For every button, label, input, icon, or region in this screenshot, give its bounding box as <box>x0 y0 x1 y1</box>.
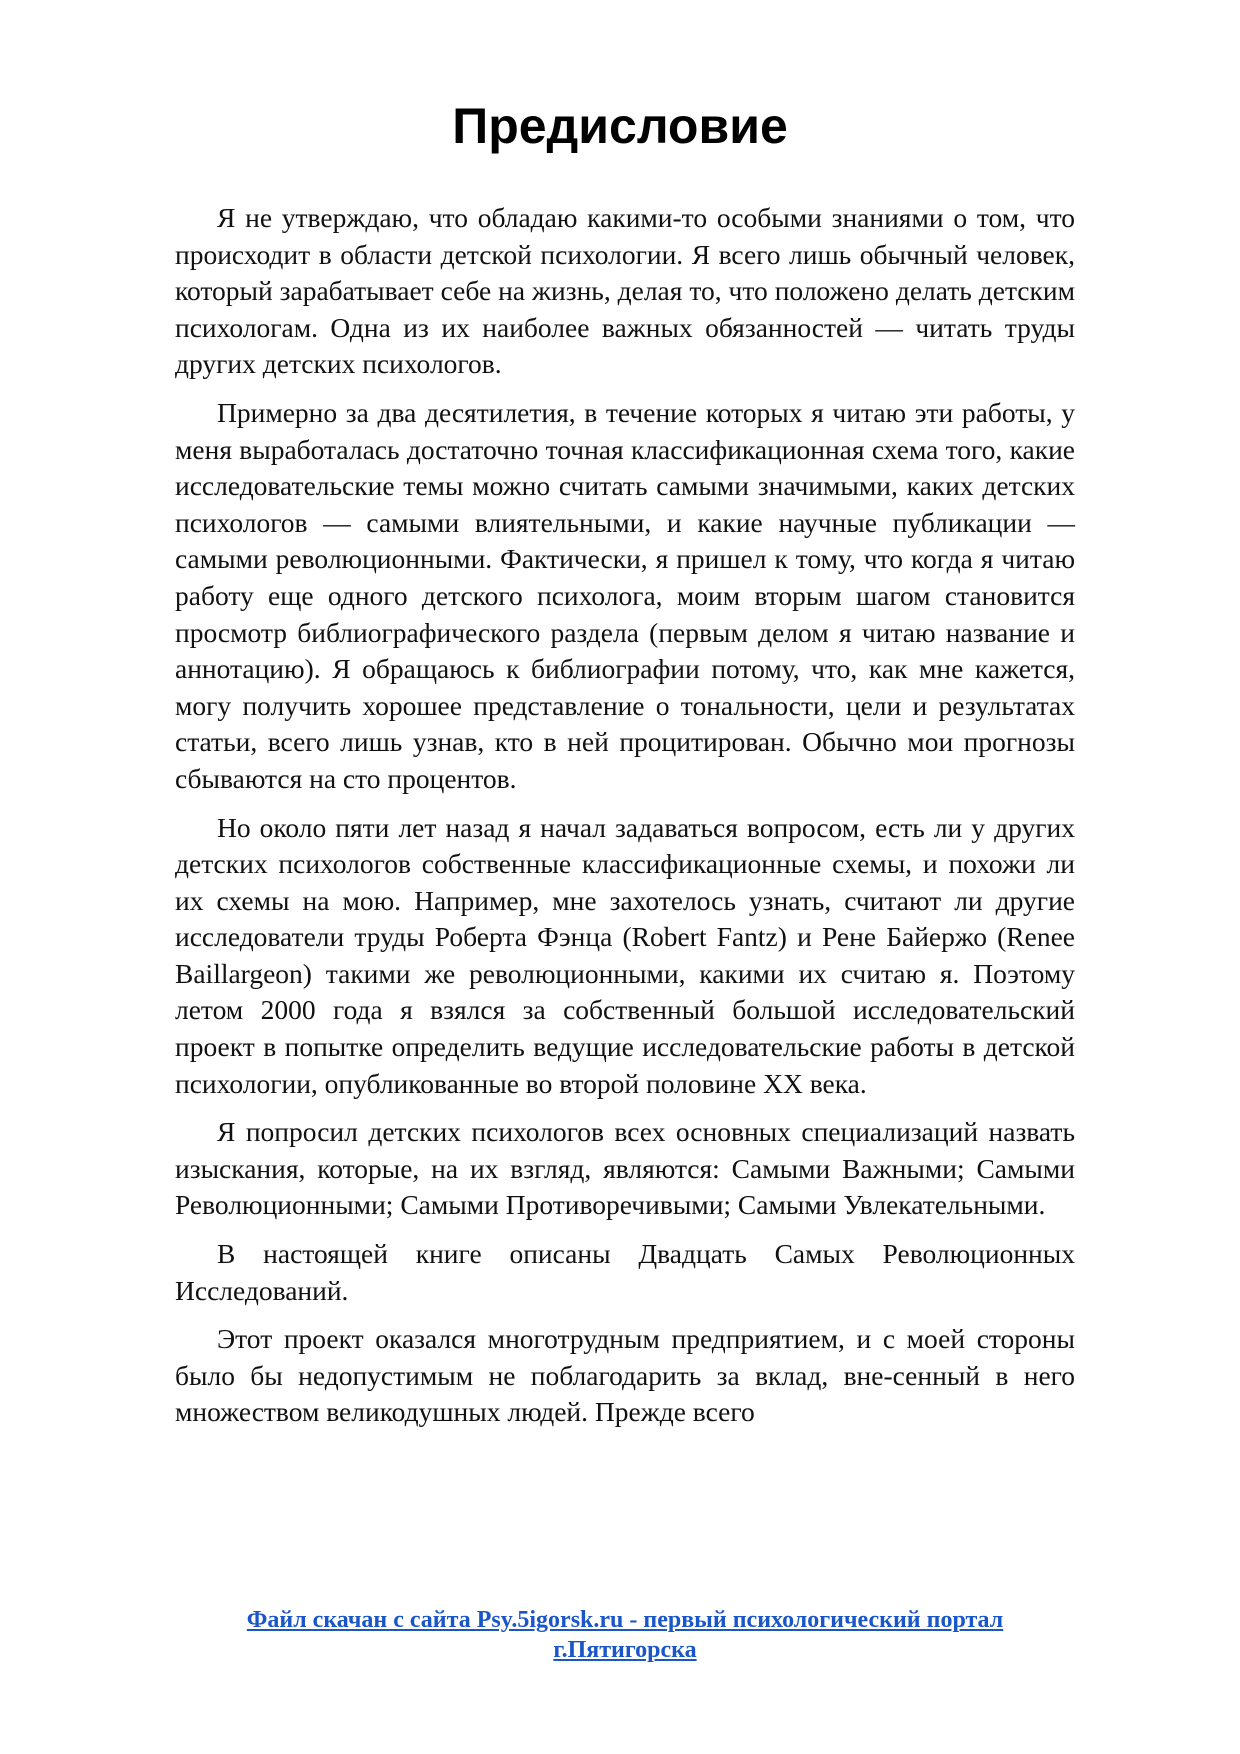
paragraph-3: Но около пяти лет назад я начал задаваться вопросом, есть ли у других детских психологов собственные классификационные схемы, и похожи ли их схемы на мою. Например, мне захотелось узнать, считают ли другие исследователи труды Роберта Фэнца (Robert Fantz) и Рене Байержо (Renee Baillargeon) такими же революционными, какими их считаю я. Поэтому летом 2000 года я взялся за собственный большой исследовательский проект в попытке определить ведущие исследовательские работы в детской психологии, опубликованные во второй половине XX века. <box>175 811 1075 1099</box>
footer-source-link <box>175 1605 1075 1665</box>
paragraph-5: В настоящей книге описаны Двадцать Самых Революционных Исследований. <box>175 1238 1075 1306</box>
source-link-line-2[interactable]: г.Пятигорска <box>553 1637 697 1663</box>
paragraph-2: Примерно за два десятилетия, в течение которых я читаю эти работы, у меня выработалась достаточно точная классификационная схема того, какие исследовательские темы можно считать самыми значимыми, каких детских психологов — самыми влиятельными, и какие научные публикации — самыми революционными. Фактически, я пришел к тому, что когда я читаю работу еще одного детского психолога, моим вторым шагом становится просмотр библиографического раздела (первым делом я читаю название и аннотацию). Я обращаюсь к библиографии потому, что, как мне кажется, могу получить хорошее представление о тональности, цели и результатах статьи, всего лишь узнав, кто в ней процитирован. Обычно мои прогнозы сбываются на сто процентов. <box>175 396 1075 794</box>
paragraph-1: Я не утверждаю, что обладаю какими-то особыми знаниями о том, что происходит в области детской психологии. Я всего лишь обычный человек, который зарабатывает себе на жизнь, делая то, что положено делать детским психологам. Одна из их наиболее важных обязанностей — читать труды других детских психологов. <box>175 202 1075 380</box>
paragraph-4: Я попросил детских психологов всех основных специализаций назвать изыскания, которые, на их взгляд, являются: Самыми Важными; Самыми Революционными; Самыми Противоречивыми; Самыми Увлекательными. <box>175 1116 1075 1221</box>
paragraph-6: Этот проект оказался многотрудным предприятием, и с моей стороны было бы недопустимым не поблагодарить за вклад, вне-сенный в него множеством великодушных людей. Прежде всего <box>175 1323 1075 1428</box>
page-title: Предисловие <box>452 98 788 154</box>
document-body <box>175 200 1075 1443</box>
source-link-line-1[interactable]: Файл скачан с сайта Psy.5igorsk.ru - первый психологический портал <box>246 1607 1004 1633</box>
